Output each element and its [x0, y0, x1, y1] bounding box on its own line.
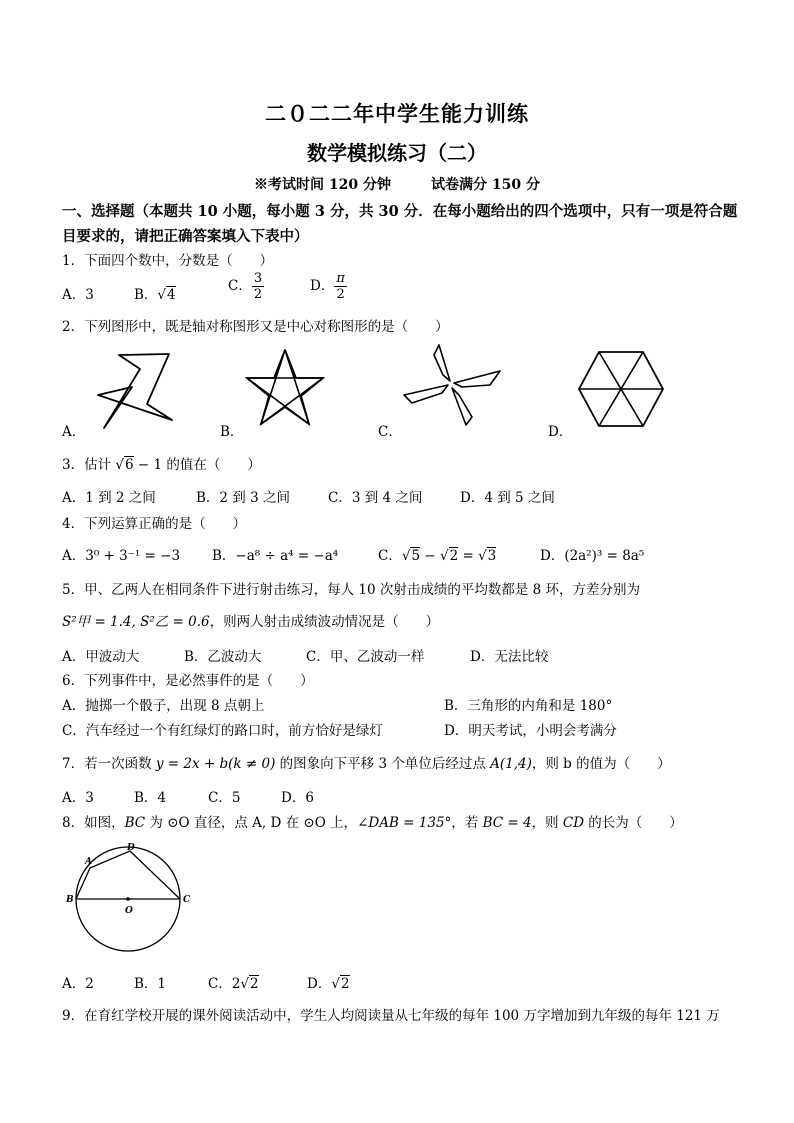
section-heading: 一、选择题（本题共 10 小题，每小题 3 分，共 30 分．在每小题给出的四个选项中，只有一项是符合题目要求的，请把正确答案填入下表中）: [62, 203, 738, 245]
five-point-star-figure: [245, 348, 325, 426]
fraction: $\frac{\pi}{2}$: [336, 271, 345, 302]
hexagon-figure: [577, 350, 665, 428]
q8-option-d: D．√2: [307, 976, 350, 992]
q2-stem: 2．下列图形中，既是轴对称图形又是中心对称图形的是（ ）: [62, 319, 449, 335]
q6-stem: 6．下列事件中，是必然事件的是（ ）: [62, 673, 314, 689]
q4-option-d: D．(2a²)³ = 8a⁵: [540, 548, 645, 564]
exam-info: [0, 174, 794, 194]
q5-option-a: A．甲波动大: [62, 649, 140, 665]
q5-stem-line2: S²甲 = 1.4, S²乙 = 0.6，则两人射击成绩波动情况是（ ）: [62, 614, 440, 630]
pinwheel-star-figure: [92, 352, 182, 430]
q1-option-d: D． $\frac{\pi}{2}$: [310, 271, 345, 302]
q7-option-c: C．5: [208, 790, 241, 806]
q1-option-a: A．3: [62, 287, 94, 303]
q8-stem: 8．如图，BC 为 ⊙O 直径，点 A, D 在 ⊙O 上，∠DAB = 135°，若 BC = 4，则 CD 的长为（ ）: [62, 815, 683, 831]
q4-option-b: B．−a⁸ ÷ a⁴ = −a⁴: [212, 548, 339, 564]
q4-stem: 4．下列运算正确的是（ ）: [62, 516, 247, 532]
q5-stem: 5．甲、乙两人在相同条件下进行射击练习，每人 10 次射击成绩的平均数都是 8 环，方差分别为: [62, 582, 641, 598]
q2-option-c: C．: [378, 424, 402, 440]
q3-option-b: B．2 到 3 之间: [196, 490, 290, 506]
q1-stem: 1．下面四个数中，分数是（ ）: [62, 253, 274, 269]
q3-option-d: D．4 到 5 之间: [460, 490, 555, 506]
label-c: C: [183, 895, 191, 905]
circle-geometry-figure: [66, 840, 196, 968]
q5-option-d: D．无法比较: [470, 649, 549, 665]
q8-option-a: A．2: [62, 976, 94, 992]
q6-option-b: B．三角形的内角和是 180°: [444, 698, 613, 714]
q3-option-a: A．1 到 2 之间: [62, 490, 156, 506]
q1-option-c: C． $\frac{3}{2}$: [228, 271, 263, 302]
q6-option-d: D．明天考试，小明会考满分: [444, 723, 617, 739]
q8-option-b: B．1: [134, 976, 167, 992]
fraction: $\frac{3}{2}$: [253, 271, 263, 302]
q7-stem: 7．若一次函数 y = 2x + b(k ≠ 0) 的图象向下平移 3 个单位后经过点 A(1,4)，则 b 的值为（ ）: [62, 756, 671, 772]
q4-option-a: A．3⁰ + 3⁻¹ = −3: [62, 548, 181, 564]
q3-stem: 3．估计 √6 − 1 的值在（ ）: [62, 457, 261, 473]
label-d: D: [127, 843, 135, 853]
pinwheel-figure: [402, 343, 502, 427]
exam-title: 二０二二年中学生能力训练: [265, 101, 529, 126]
label-a: A: [85, 857, 92, 867]
q3-option-c: C．3 到 4 之间: [328, 490, 423, 506]
exam-time: ※考试时间 120 分钟: [254, 177, 391, 193]
q6-option-a: A．抛掷一个骰子，出现 8 点朝上: [62, 698, 265, 714]
q4-option-c: C．√5 − √2 = √3: [378, 548, 497, 564]
q7-option-b: B．4: [134, 790, 167, 806]
q8-option-c: C．2√2: [208, 976, 259, 992]
full-score: 试卷满分 150 分: [431, 177, 540, 193]
q2-option-d: D．: [548, 424, 573, 440]
q2-option-a: A．: [62, 424, 86, 440]
q1-option-b: B．√4: [134, 287, 176, 303]
q2-option-b: B．: [220, 424, 244, 440]
q5-option-c: C．甲、乙波动一样: [306, 649, 425, 665]
q5-option-b: B．乙波动大: [184, 649, 262, 665]
exam-subtitle: 数学模拟练习（二）: [307, 141, 487, 165]
label-o: O: [125, 906, 133, 916]
q6-option-c: C．汽车经过一个有红绿灯的路口时，前方恰好是绿灯: [62, 723, 383, 739]
q7-option-d: D．6: [281, 790, 314, 806]
q7-option-a: A．3: [62, 790, 94, 806]
q9-stem: 9．在育红学校开展的课外阅读活动中，学生人均阅读量从七年级的每年 100 万字增加到九年级的每年 121 万: [62, 1008, 720, 1024]
label-b: B: [66, 895, 74, 905]
